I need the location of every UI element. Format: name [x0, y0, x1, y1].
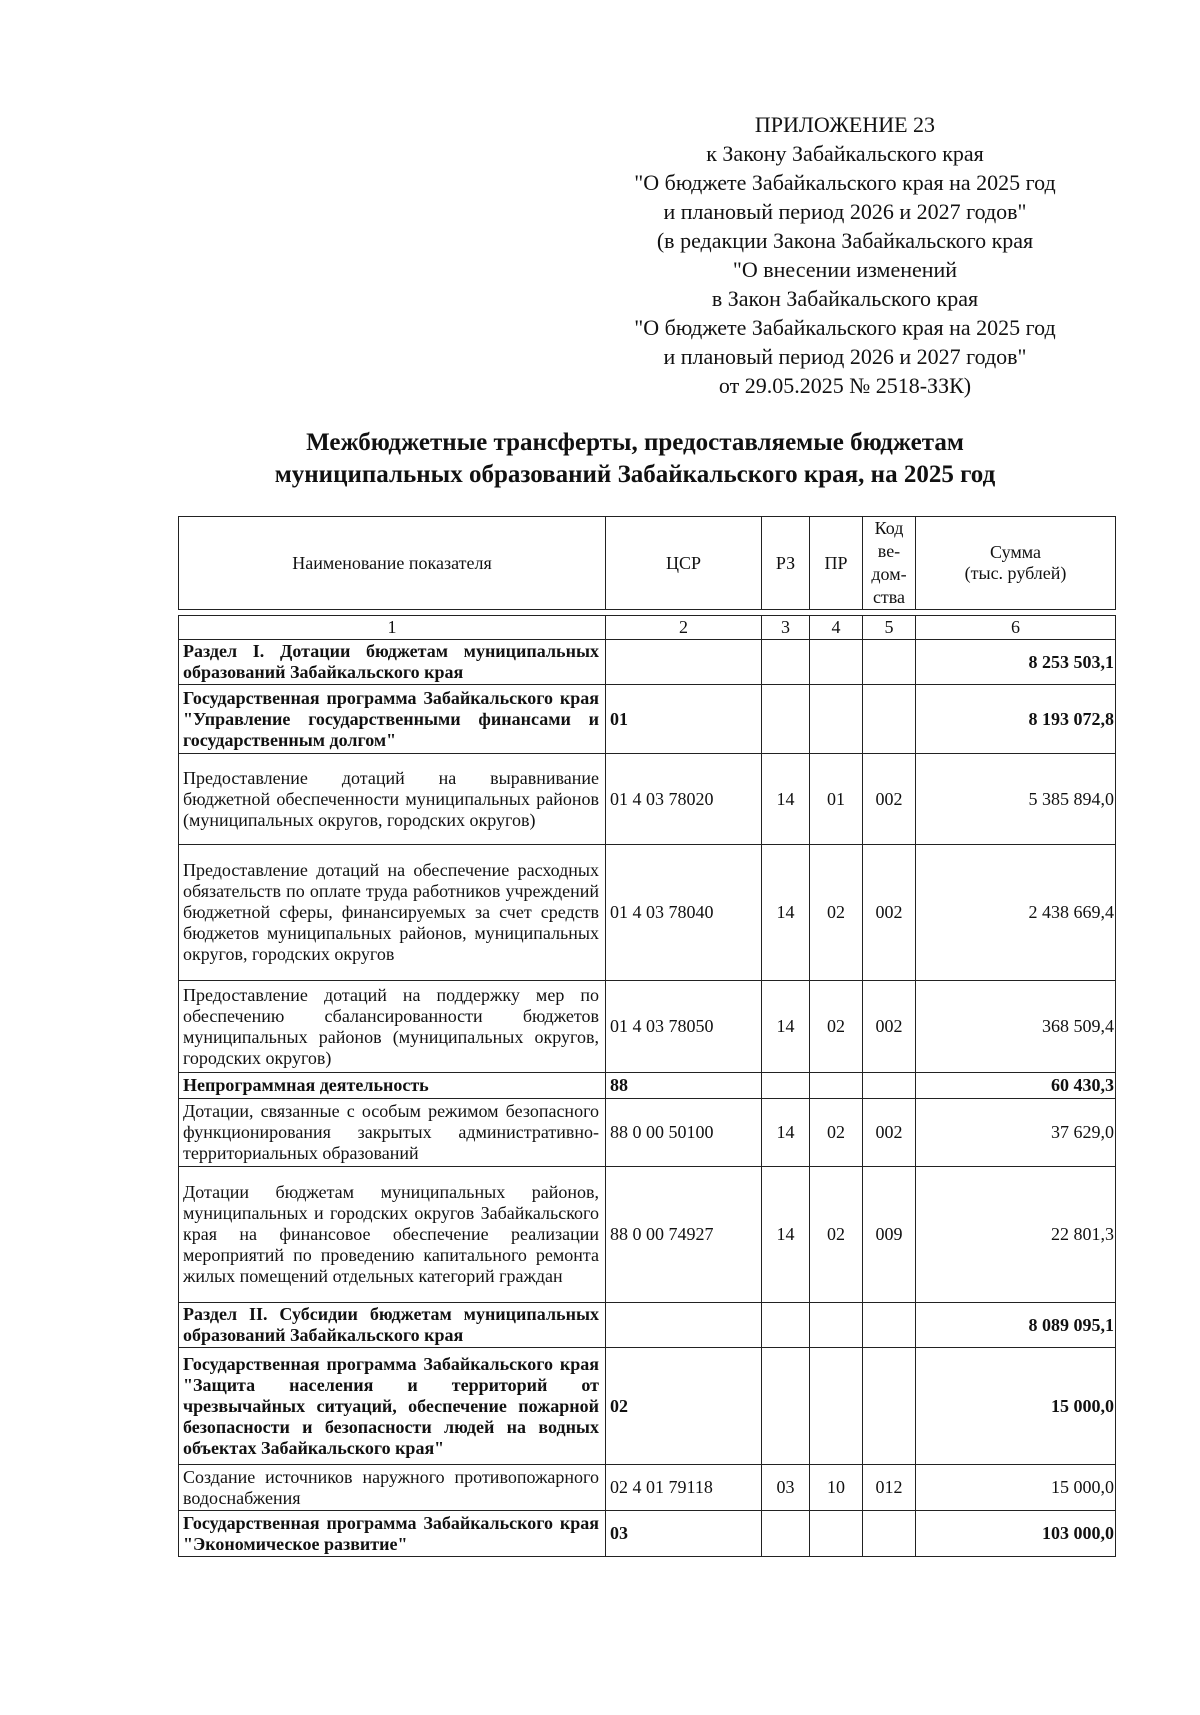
row-sum: 37 629,0	[916, 1099, 1116, 1167]
row-ved: 012	[863, 1465, 916, 1511]
header-sum	[916, 517, 1116, 610]
row-rz: 14	[762, 1099, 810, 1167]
row-sum: 2 438 669,4	[916, 845, 1116, 981]
header-sum-line: Сумма	[990, 542, 1041, 562]
row-csr: 01 4 03 78050	[606, 981, 762, 1073]
row-rz: 14	[762, 845, 810, 981]
row-rz: 03	[762, 1465, 810, 1511]
row-pr	[810, 1511, 863, 1557]
row-ved: 002	[863, 754, 916, 845]
title-line-1: Межбюджетные трансферты, предоставляемые бюджетам	[306, 429, 964, 456]
table-row	[179, 1465, 1116, 1511]
header-ved-line: ве-	[877, 541, 901, 561]
row-csr: 88 0 00 50100	[606, 1099, 762, 1167]
appendix-line: "О бюджете Забайкальского края на 2025 год	[634, 315, 1056, 340]
column-number: 6	[916, 616, 1116, 640]
row-ved	[863, 1073, 916, 1099]
row-rz	[762, 1511, 810, 1557]
header-ved-line: дом-	[871, 564, 907, 584]
row-name: Предоставление дотаций на поддержку мер по обеспечению сбалансированности бюджетов муниципальных районов (муниципальных округов, городских округов)	[179, 981, 606, 1073]
column-number: 5	[863, 616, 916, 640]
row-ved	[863, 640, 916, 685]
row-sum: 8 089 095,1	[916, 1303, 1116, 1348]
table-row	[179, 640, 1116, 685]
row-ved: 002	[863, 1099, 916, 1167]
table-row	[179, 754, 1116, 845]
header-rz: РЗ	[762, 517, 810, 610]
title-line-2: муниципальных образований Забайкальского края, на 2025 год	[274, 461, 996, 488]
table-row	[179, 685, 1116, 754]
row-rz: 14	[762, 1167, 810, 1303]
row-sum: 22 801,3	[916, 1167, 1116, 1303]
row-csr: 02	[606, 1348, 762, 1465]
table-row	[179, 845, 1116, 981]
row-csr: 01	[606, 685, 762, 754]
appendix-line: в Закон Забайкальского края	[711, 286, 979, 311]
transfers-table	[178, 615, 1116, 1557]
column-number: 2	[606, 616, 762, 640]
row-sum: 8 193 072,8	[916, 685, 1116, 754]
row-name: Раздел I. Дотации бюджетам муниципальных образований Забайкальского края	[179, 640, 606, 685]
appendix-line: от 29.05.2025 № 2518-ЗЗК)	[718, 373, 972, 398]
row-rz	[762, 1348, 810, 1465]
row-name: Раздел II. Субсидии бюджетам муниципальных образований Забайкальского края	[179, 1303, 606, 1348]
appendix-line: и плановый период 2026 и 2027 годов"	[663, 199, 1027, 224]
column-number-row	[179, 616, 1116, 640]
row-sum: 60 430,3	[916, 1073, 1116, 1099]
row-ved	[863, 1303, 916, 1348]
row-sum: 103 000,0	[916, 1511, 1116, 1557]
row-ved	[863, 1511, 916, 1557]
row-sum: 15 000,0	[916, 1348, 1116, 1465]
row-ved	[863, 1348, 916, 1465]
appendix-line: к Закону Забайкальского края	[706, 141, 984, 166]
row-pr	[810, 1073, 863, 1099]
column-number: 1	[179, 616, 606, 640]
table-header	[178, 516, 1116, 610]
row-rz: 14	[762, 754, 810, 845]
row-rz	[762, 1073, 810, 1099]
table-row	[179, 1303, 1116, 1348]
row-csr: 01 4 03 78040	[606, 845, 762, 981]
appendix-line: и плановый период 2026 и 2027 годов"	[663, 344, 1027, 369]
row-name: Государственная программа Забайкальского края "Экономическое развитие"	[179, 1511, 606, 1557]
row-csr: 88	[606, 1073, 762, 1099]
row-sum: 5 385 894,0	[916, 754, 1116, 845]
row-ved: 002	[863, 981, 916, 1073]
row-rz: 14	[762, 981, 810, 1073]
table-row	[179, 981, 1116, 1073]
row-name: Предоставление дотаций на выравнивание бюджетной обеспеченности муниципальных районов (муниципальных округов, городских округов)	[179, 754, 606, 845]
row-rz	[762, 1303, 810, 1348]
row-sum: 368 509,4	[916, 981, 1116, 1073]
document-title	[200, 427, 1070, 491]
table-row	[179, 1099, 1116, 1167]
table-row	[179, 1073, 1116, 1099]
header-ved-line: Код	[874, 518, 904, 538]
row-csr	[606, 640, 762, 685]
appendix-line: ПРИЛОЖЕНИЕ 23	[754, 112, 936, 137]
table-row	[179, 1511, 1116, 1557]
row-sum: 15 000,0	[916, 1465, 1116, 1511]
row-csr: 88 0 00 74927	[606, 1167, 762, 1303]
column-number: 4	[810, 616, 863, 640]
row-csr	[606, 1303, 762, 1348]
appendix-header	[560, 110, 1130, 400]
table-row	[179, 1348, 1116, 1465]
row-rz	[762, 685, 810, 754]
appendix-line: "О внесении изменений	[732, 257, 958, 282]
appendix-line: (в редакции Закона Забайкальского края	[656, 228, 1034, 253]
row-name: Дотации, связанные с особым режимом безопасного функционирования закрытых административно-территориальных образований	[179, 1099, 606, 1167]
appendix-line: "О бюджете Забайкальского края на 2025 год	[634, 170, 1056, 195]
row-ved: 009	[863, 1167, 916, 1303]
row-pr	[810, 1348, 863, 1465]
row-pr: 02	[810, 845, 863, 981]
header-pr: ПР	[810, 517, 863, 610]
row-csr: 02 4 01 79118	[606, 1465, 762, 1511]
row-pr	[810, 685, 863, 754]
row-ved	[863, 685, 916, 754]
header-sum-line: (тыс. рублей)	[964, 563, 1067, 583]
table-row	[179, 1167, 1116, 1303]
row-pr: 01	[810, 754, 863, 845]
row-name: Предоставление дотаций на обеспечение расходных обязательств по оплате труда работников учреждений бюджетной сферы, финансируемых за счет средств бюджетов муниципальных районов, муниципальных округов, городских округов	[179, 845, 606, 981]
row-name: Государственная программа Забайкальского края "Управление государственными финансами и государственным долгом"	[179, 685, 606, 754]
header-ved-line: ства	[872, 587, 906, 607]
row-pr: 10	[810, 1465, 863, 1511]
row-csr: 03	[606, 1511, 762, 1557]
row-name: Государственная программа Забайкальского края "Защита населения и территорий от чрезвычайных ситуаций, обеспечение пожарной безопасности и безопасности людей на водных объектах Забайкальского края"	[179, 1348, 606, 1465]
row-ved: 002	[863, 845, 916, 981]
row-name: Дотации бюджетам муниципальных районов, муниципальных и городских округов Забайкальского края на финансовое обеспечение реализации мероприятий по проведению капитального ремонта жилых помещений отдельных категорий граждан	[179, 1167, 606, 1303]
header-ved	[863, 517, 916, 610]
row-pr: 02	[810, 1167, 863, 1303]
column-number: 3	[762, 616, 810, 640]
row-pr: 02	[810, 1099, 863, 1167]
header-name: Наименование показателя	[179, 517, 606, 610]
row-sum: 8 253 503,1	[916, 640, 1116, 685]
row-rz	[762, 640, 810, 685]
table-body	[179, 616, 1116, 1557]
header-csr: ЦСР	[606, 517, 762, 610]
row-pr	[810, 640, 863, 685]
row-name: Создание источников наружного противопожарного водоснабжения	[179, 1465, 606, 1511]
row-pr: 02	[810, 981, 863, 1073]
row-name: Непрограммная деятельность	[179, 1073, 606, 1099]
row-pr	[810, 1303, 863, 1348]
row-csr: 01 4 03 78020	[606, 754, 762, 845]
